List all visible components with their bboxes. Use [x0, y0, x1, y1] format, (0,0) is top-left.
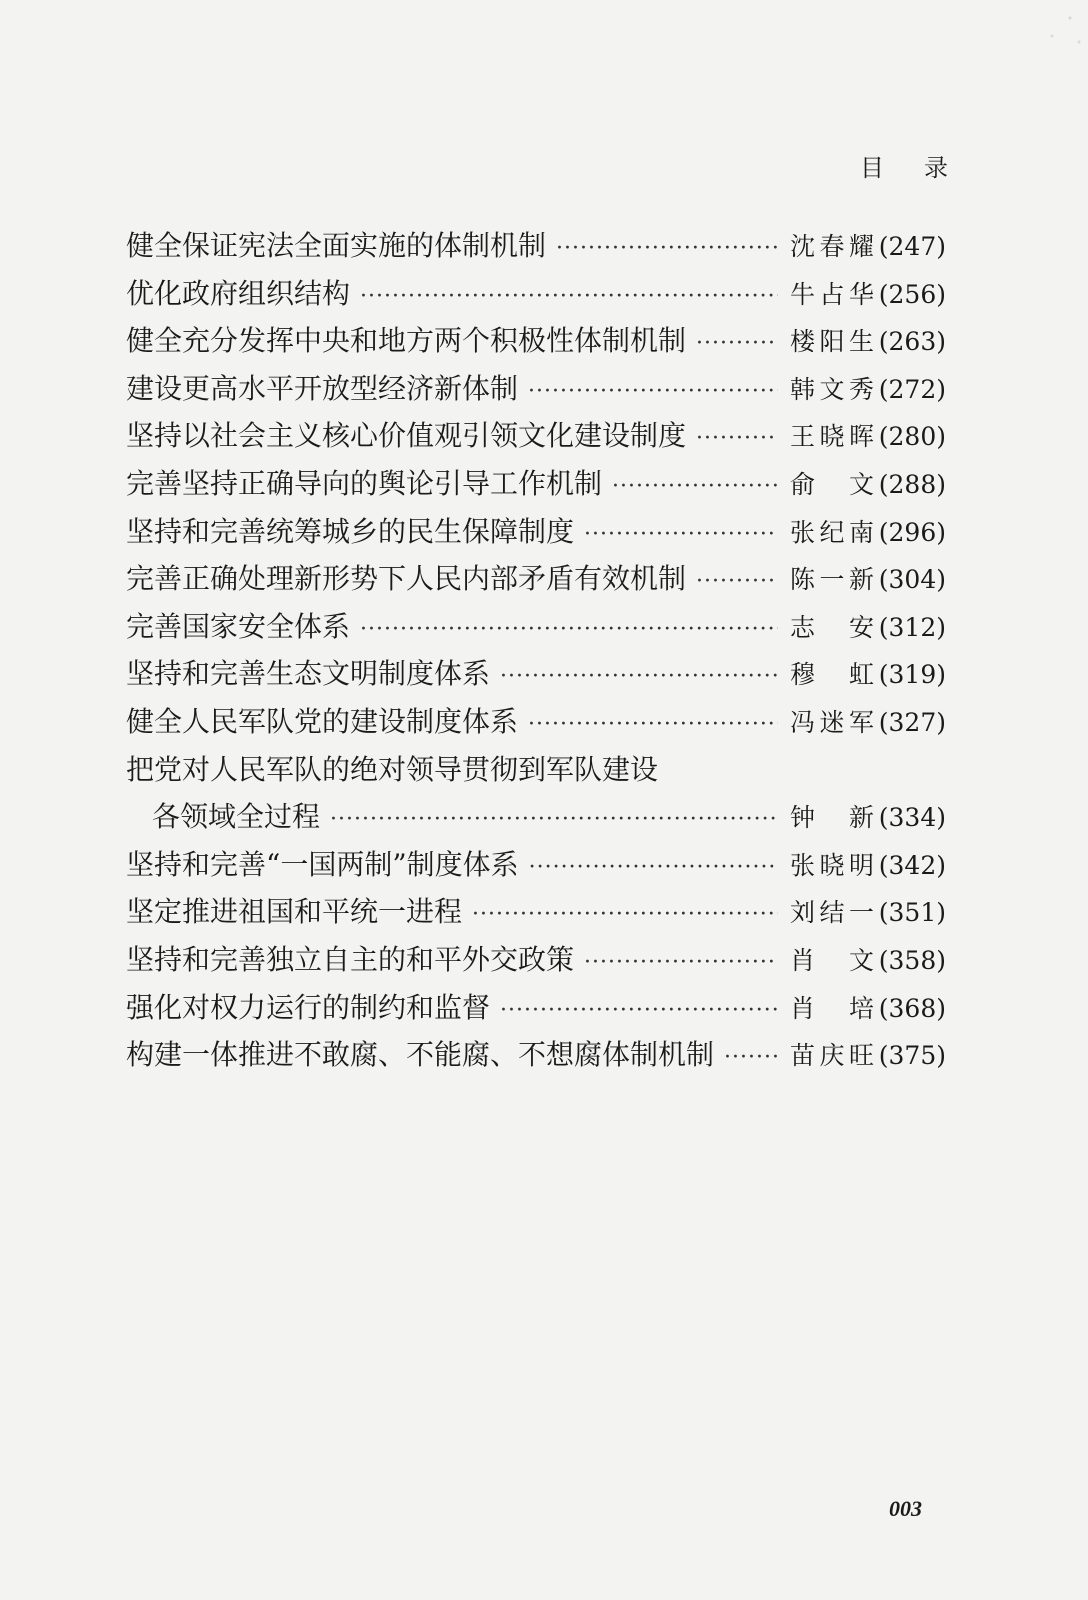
- toc-entry-page: (351): [878, 898, 946, 928]
- toc-entry-page: (327): [878, 707, 946, 737]
- leader-dots: [696, 320, 778, 368]
- toc-entry-author: 冯迷军: [790, 707, 874, 737]
- toc-entry-title-continued: 各领域全过程: [152, 800, 321, 834]
- toc-entry[interactable]: [126, 508, 946, 556]
- toc-entry-page: (247): [878, 232, 946, 261]
- scan-speckle: [998, 0, 1088, 60]
- toc-entry-author: 张晓明: [790, 850, 874, 880]
- leader-dots: [584, 511, 778, 559]
- toc-entry[interactable]: [126, 365, 946, 413]
- leader-dots: [612, 463, 778, 511]
- toc-entry-title: 坚持和完善生态文明制度体系: [126, 657, 491, 691]
- toc-entry-author: 志安: [790, 612, 874, 642]
- toc-entry-author: 刘结一: [790, 898, 874, 928]
- toc-entry-page: (263): [878, 327, 946, 357]
- toc-entry-page: (334): [878, 803, 946, 833]
- toc-entry-author: 肖培: [790, 993, 874, 1023]
- toc-entry-title: 健全人民军队党的建设制度体系: [126, 704, 519, 738]
- table-of-contents: [126, 222, 946, 1079]
- toc-entry-author: 楼阳生: [790, 327, 874, 357]
- leader-dots: [584, 939, 778, 987]
- toc-entry-title: 完善坚持正确导向的舆论引导工作机制: [126, 466, 603, 500]
- leader-dots: [472, 891, 778, 939]
- toc-entry-page: (272): [878, 374, 946, 404]
- leader-dots: [500, 653, 778, 701]
- toc-entry-page: (304): [878, 565, 946, 595]
- toc-entry[interactable]: [126, 650, 946, 698]
- toc-entry-page: (296): [878, 517, 946, 547]
- leader-dots: [529, 844, 778, 892]
- toc-entry-author: 王晓晖: [790, 422, 874, 452]
- toc-entry[interactable]: [126, 460, 946, 508]
- leader-dots: [500, 987, 778, 1035]
- toc-entry[interactable]: [126, 555, 946, 603]
- toc-entry-page: (368): [878, 993, 946, 1023]
- toc-entry[interactable]: [126, 888, 946, 936]
- toc-entry-title-line1[interactable]: [126, 746, 946, 794]
- toc-entry[interactable]: [126, 270, 946, 318]
- toc-entry-author: 张纪南: [790, 517, 874, 547]
- toc-entry-title: 健全充分发挥中央和地方两个积极性体制机制: [126, 324, 687, 358]
- toc-entry-page: (319): [878, 660, 946, 690]
- leader-dots: [330, 796, 778, 844]
- toc-entry-title: 优化政府组织结构: [126, 276, 351, 310]
- toc-entry-title: 建设更高水平开放型经济新体制: [126, 371, 519, 405]
- toc-entry[interactable]: [126, 698, 946, 746]
- toc-entry-author: 韩文秀: [790, 374, 874, 404]
- toc-entry[interactable]: [126, 1031, 946, 1079]
- toc-entry[interactable]: [126, 222, 946, 270]
- toc-entry-author: 钟新: [790, 803, 874, 833]
- toc-entry-title: 坚持和完善“一国两制”制度体系: [126, 847, 519, 881]
- toc-entry-author: 俞文: [790, 469, 874, 499]
- toc-entry-title: 把党对人民军队的绝对领导贯彻到军队建设: [126, 752, 659, 786]
- leader-dots: [360, 273, 778, 321]
- toc-entry-title: 构建一体推进不敢腐、不能腐、不想腐体制机制: [126, 1038, 715, 1072]
- running-head: 目录: [860, 154, 988, 182]
- page-number: 003: [889, 1496, 922, 1521]
- toc-entry-page: (312): [878, 612, 946, 642]
- toc-entry-author: 牛占华: [790, 279, 874, 309]
- toc-entry[interactable]: [126, 412, 946, 460]
- toc-entry[interactable]: [126, 317, 946, 365]
- toc-entry-author: 苗庆旺: [790, 1041, 874, 1071]
- leader-dots: [696, 558, 778, 606]
- toc-entry-author: 陈一新: [790, 565, 874, 595]
- toc-entry-page: (288): [878, 469, 946, 499]
- toc-entry-title: 强化对权力运行的制约和监督: [126, 990, 491, 1024]
- leader-dots: [556, 225, 778, 273]
- toc-entry-page: (256): [878, 279, 946, 309]
- toc-entry[interactable]: [126, 603, 946, 651]
- toc-entry-page: (358): [878, 945, 946, 975]
- toc-entry-title: 坚持以社会主义核心价值观引领文化建设制度: [126, 419, 687, 453]
- toc-entry-title: 健全保证宪法全面实施的体制机制: [126, 229, 547, 262]
- leader-dots: [724, 1034, 778, 1082]
- toc-entry-title: 完善国家安全体系: [126, 609, 351, 643]
- toc-entry-title: 坚持和完善独立自主的和平外交政策: [126, 942, 575, 976]
- toc-entry[interactable]: [126, 936, 946, 984]
- toc-entry-title: 完善正确处理新形势下人民内部矛盾有效机制: [126, 562, 687, 596]
- toc-entry-author: 沈春耀: [790, 232, 874, 261]
- leader-dots: [696, 415, 778, 463]
- toc-entry-author: 肖文: [790, 945, 874, 975]
- toc-entry-page: (342): [878, 850, 946, 880]
- toc-entry[interactable]: [126, 793, 946, 841]
- toc-entry-author: 穆虹: [790, 660, 874, 690]
- toc-entry-title: 坚持和完善统筹城乡的民生保障制度: [126, 514, 575, 548]
- toc-entry-page: (375): [878, 1041, 946, 1071]
- toc-entry[interactable]: [126, 841, 946, 889]
- toc-entry-page: (280): [878, 422, 946, 452]
- toc-entry-title: 坚定推进祖国和平统一进程: [126, 895, 463, 929]
- leader-dots: [360, 606, 778, 654]
- leader-dots: [528, 368, 778, 416]
- leader-dots: [528, 701, 778, 749]
- toc-entry[interactable]: [126, 984, 946, 1032]
